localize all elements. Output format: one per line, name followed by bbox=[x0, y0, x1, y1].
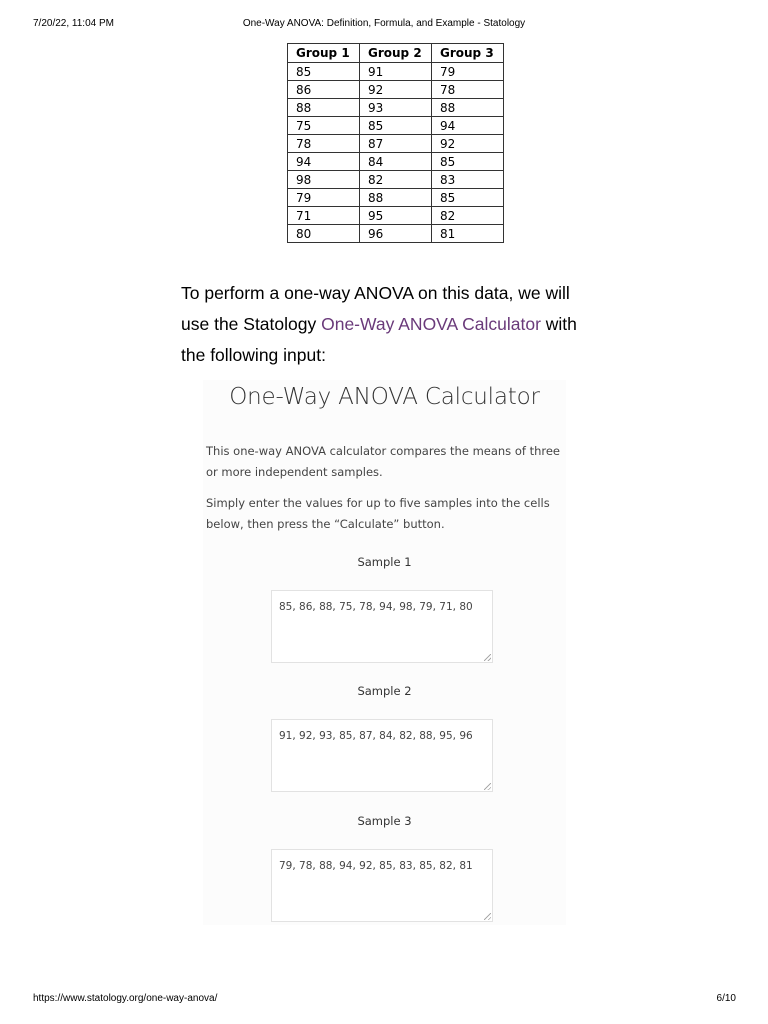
table-row bbox=[288, 171, 504, 189]
table-cell: 88 bbox=[288, 99, 360, 117]
sample-2-value: 91, 92, 93, 85, 87, 84, 82, 88, 95, 96 bbox=[279, 730, 473, 742]
table-row bbox=[288, 189, 504, 207]
table-cell: 88 bbox=[360, 189, 432, 207]
table-cell: 79 bbox=[432, 63, 504, 81]
table-cell: 96 bbox=[360, 225, 432, 243]
table-cell: 75 bbox=[288, 117, 360, 135]
table-row bbox=[288, 117, 504, 135]
data-table bbox=[287, 43, 504, 243]
resize-handle-icon[interactable] bbox=[484, 654, 491, 661]
table-cell: 83 bbox=[432, 171, 504, 189]
table-cell: 78 bbox=[288, 135, 360, 153]
anova-calculator-link[interactable]: One-Way ANOVA Calculator bbox=[321, 314, 541, 334]
table-cell: 78 bbox=[432, 81, 504, 99]
print-url: https://www.statology.org/one-way-anova/ bbox=[33, 993, 218, 1004]
intro-paragraph bbox=[181, 278, 601, 371]
table-cell: 80 bbox=[288, 225, 360, 243]
table-cell: 94 bbox=[288, 153, 360, 171]
column-header: Group 3 bbox=[432, 44, 504, 63]
intro-text: To perform a one-way ANOVA on this data, we will use the Statology bbox=[181, 283, 570, 334]
table-cell: 87 bbox=[360, 135, 432, 153]
calculator-instructions: Simply enter the values for up to five samples into the cells below, then press the “Calculate” button. bbox=[206, 496, 550, 531]
calculator-description: This one-way ANOVA calculator compares the means of three or more independent samples. bbox=[206, 444, 560, 479]
table-cell: 84 bbox=[360, 153, 432, 171]
table-cell: 82 bbox=[360, 171, 432, 189]
table-row bbox=[288, 207, 504, 225]
column-header: Group 2 bbox=[360, 44, 432, 63]
table-cell: 82 bbox=[432, 207, 504, 225]
resize-handle-icon[interactable] bbox=[484, 913, 491, 920]
table-cell: 93 bbox=[360, 99, 432, 117]
sample-1-value: 85, 86, 88, 75, 78, 94, 98, 79, 71, 80 bbox=[279, 601, 473, 613]
sample-2-input[interactable] bbox=[271, 719, 493, 792]
table-header-row bbox=[288, 44, 504, 63]
table-row bbox=[288, 135, 504, 153]
sample-1-input[interactable] bbox=[271, 590, 493, 663]
sample-1-label: Sample 1 bbox=[357, 555, 412, 569]
table-row bbox=[288, 153, 504, 171]
table-cell: 86 bbox=[288, 81, 360, 99]
table-cell: 81 bbox=[432, 225, 504, 243]
table-cell: 85 bbox=[360, 117, 432, 135]
sample-3-value: 79, 78, 88, 94, 92, 85, 83, 85, 82, 81 bbox=[279, 860, 473, 872]
column-header: Group 1 bbox=[288, 44, 360, 63]
sample-3-label: Sample 3 bbox=[357, 814, 412, 828]
table-cell: 92 bbox=[432, 135, 504, 153]
table-row bbox=[288, 99, 504, 117]
table-cell: 95 bbox=[360, 207, 432, 225]
print-page-title: One-Way ANOVA: Definition, Formula, and Example - Statology bbox=[242, 18, 526, 29]
table-cell: 88 bbox=[432, 99, 504, 117]
table-cell: 91 bbox=[360, 63, 432, 81]
table-cell: 85 bbox=[288, 63, 360, 81]
table-row bbox=[288, 63, 504, 81]
table-cell: 85 bbox=[432, 153, 504, 171]
table-row bbox=[288, 225, 504, 243]
intro-text-end: with the following input: bbox=[181, 314, 577, 365]
page-number: 6/10 bbox=[716, 993, 736, 1004]
table-cell: 79 bbox=[288, 189, 360, 207]
table-row bbox=[288, 81, 504, 99]
table-cell: 92 bbox=[360, 81, 432, 99]
calculator-title: One-Way ANOVA Calculator bbox=[229, 384, 540, 410]
table-cell: 94 bbox=[432, 117, 504, 135]
table-cell: 71 bbox=[288, 207, 360, 225]
print-datetime: 7/20/22, 11:04 PM bbox=[33, 18, 114, 29]
table-cell: 98 bbox=[288, 171, 360, 189]
table-cell: 85 bbox=[432, 189, 504, 207]
sample-2-label: Sample 2 bbox=[357, 684, 412, 698]
sample-3-input[interactable] bbox=[271, 849, 493, 922]
resize-handle-icon[interactable] bbox=[484, 783, 491, 790]
calculator-panel bbox=[203, 380, 566, 925]
